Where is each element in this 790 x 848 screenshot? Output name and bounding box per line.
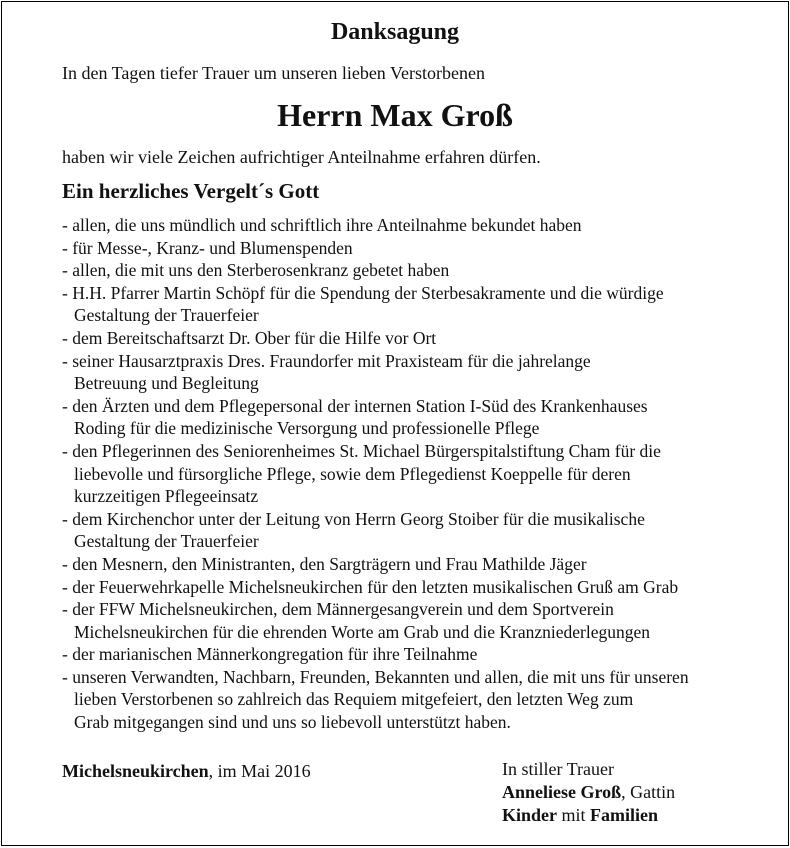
thanks-item-line: - allen, die uns mündlich und schriftlich ihre Anteilnahme bekundet haben	[62, 215, 582, 235]
thanks-item-line: - den Mesnern, den Ministranten, den Sargträgern und Frau Mathilde Jäger	[62, 553, 587, 574]
widow-name: Anneliese Groß	[502, 782, 622, 802]
thanks-item-line: - der FFW Michelsneukirchen, dem Männergesangverein und dem Sportverein	[62, 599, 614, 620]
notice-title: Danksagung	[330, 19, 460, 45]
thanks-item-line: - der Feuerwehrkapelle Michelsneukirchen für den letzten musikalischen Gruß am Grab	[62, 576, 679, 597]
thanks-item	[62, 553, 689, 576]
children-connector: mit	[557, 805, 591, 825]
thanks-item	[62, 508, 689, 553]
children-label: Kinder	[502, 805, 558, 825]
families-label: Familien	[590, 805, 659, 825]
outro-text: haben wir viele Zeichen aufrichtiger Anteilnahme erfahren dürfen.	[62, 147, 541, 167]
thanks-item-continuation: Gestaltung der Trauerfeier	[74, 305, 259, 326]
place-town: Michelsneukirchen	[62, 761, 209, 781]
widow-role: , Gattin	[621, 782, 676, 802]
thanks-item	[62, 237, 689, 260]
place-date	[62, 760, 311, 782]
thanks-item	[62, 666, 689, 734]
thanks-item-line: - unseren Verwandten, Nachbarn, Freunden, Bekannten und allen, die mit uns für unseren	[62, 666, 689, 687]
thanks-item-continuation: kurzzeitigen Pflegeeinsatz	[74, 486, 259, 507]
signature-block	[502, 758, 675, 827]
signature-children	[502, 804, 675, 827]
intro-text: In den Tagen tiefer Trauer um unseren lieben Verstorbenen	[62, 63, 485, 83]
thanks-item-continuation: Grab mitgegangen sind und uns so liebevoll unterstützt haben.	[74, 712, 511, 733]
thanks-item-line: - seiner Hausarztpraxis Dres. Fraundorfer mit Praxisteam für die jahrelange	[62, 350, 591, 371]
thanks-item-continuation: Michelsneukirchen für die ehrenden Worte am Grab und die Kranzniederlegungen	[74, 621, 651, 642]
signature-widow	[502, 781, 675, 804]
signature-line: In stiller Trauer	[502, 759, 614, 779]
thanks-item	[62, 214, 689, 237]
thanks-item	[62, 598, 689, 643]
thanks-item	[62, 440, 689, 508]
thanks-item-continuation: Roding für die medizinische Versorgung und professionelle Pflege	[74, 418, 540, 439]
thanks-item	[62, 282, 689, 327]
thanks-item-line: - den Pflegerinnen des Seniorenheimes St. Michael Bürgerspitalstiftung Cham für die	[62, 440, 661, 461]
thanks-item-line: - für Messe-, Kranz- und Blumenspenden	[62, 237, 353, 258]
thanks-item-continuation: Betreuung und Begleitung	[74, 373, 259, 394]
thanks-item-continuation: Gestaltung der Trauerfeier	[74, 531, 259, 552]
thanks-item	[62, 259, 689, 282]
thanks-list	[62, 214, 689, 734]
thanks-item-line: - den Ärzten und dem Pflegepersonal der internen Station I-Süd des Krankenhauses	[62, 395, 648, 416]
thanks-item-line: - der marianischen Männerkongregation für ihre Teilnahme	[62, 644, 478, 665]
thanks-item	[62, 350, 689, 395]
thanks-heading: Ein herzliches Vergelt´s Gott	[62, 179, 320, 203]
thanks-item	[62, 643, 689, 666]
thanks-item-line: - dem Bereitschaftsarzt Dr. Ober für die Hilfe vor Ort	[62, 327, 437, 348]
obituary-notice	[1, 1, 789, 846]
place-date-text: , im Mai 2016	[208, 761, 311, 781]
thanks-item	[62, 576, 689, 599]
thanks-item-continuation: lieben Verstorbenen so zahlreich das Requiem mitgefeiert, den letzten Weg zum	[74, 689, 634, 710]
thanks-item-line: - dem Kirchenchor unter der Leitung von Herrn Georg Stoiber für die musikalische	[62, 508, 645, 529]
deceased-name: Herrn Max Groß	[277, 97, 513, 133]
thanks-item-line: - H.H. Pfarrer Martin Schöpf für die Spendung der Sterbesakramente und die würdige	[62, 282, 664, 303]
thanks-item-continuation: liebevolle und fürsorgliche Pflege, sowie dem Pflegedienst Koeppelle für deren	[74, 463, 631, 484]
thanks-item-line: - allen, die mit uns den Sterberosenkranz gebetet haben	[62, 260, 450, 281]
thanks-item	[62, 327, 689, 350]
thanks-item	[62, 395, 689, 440]
